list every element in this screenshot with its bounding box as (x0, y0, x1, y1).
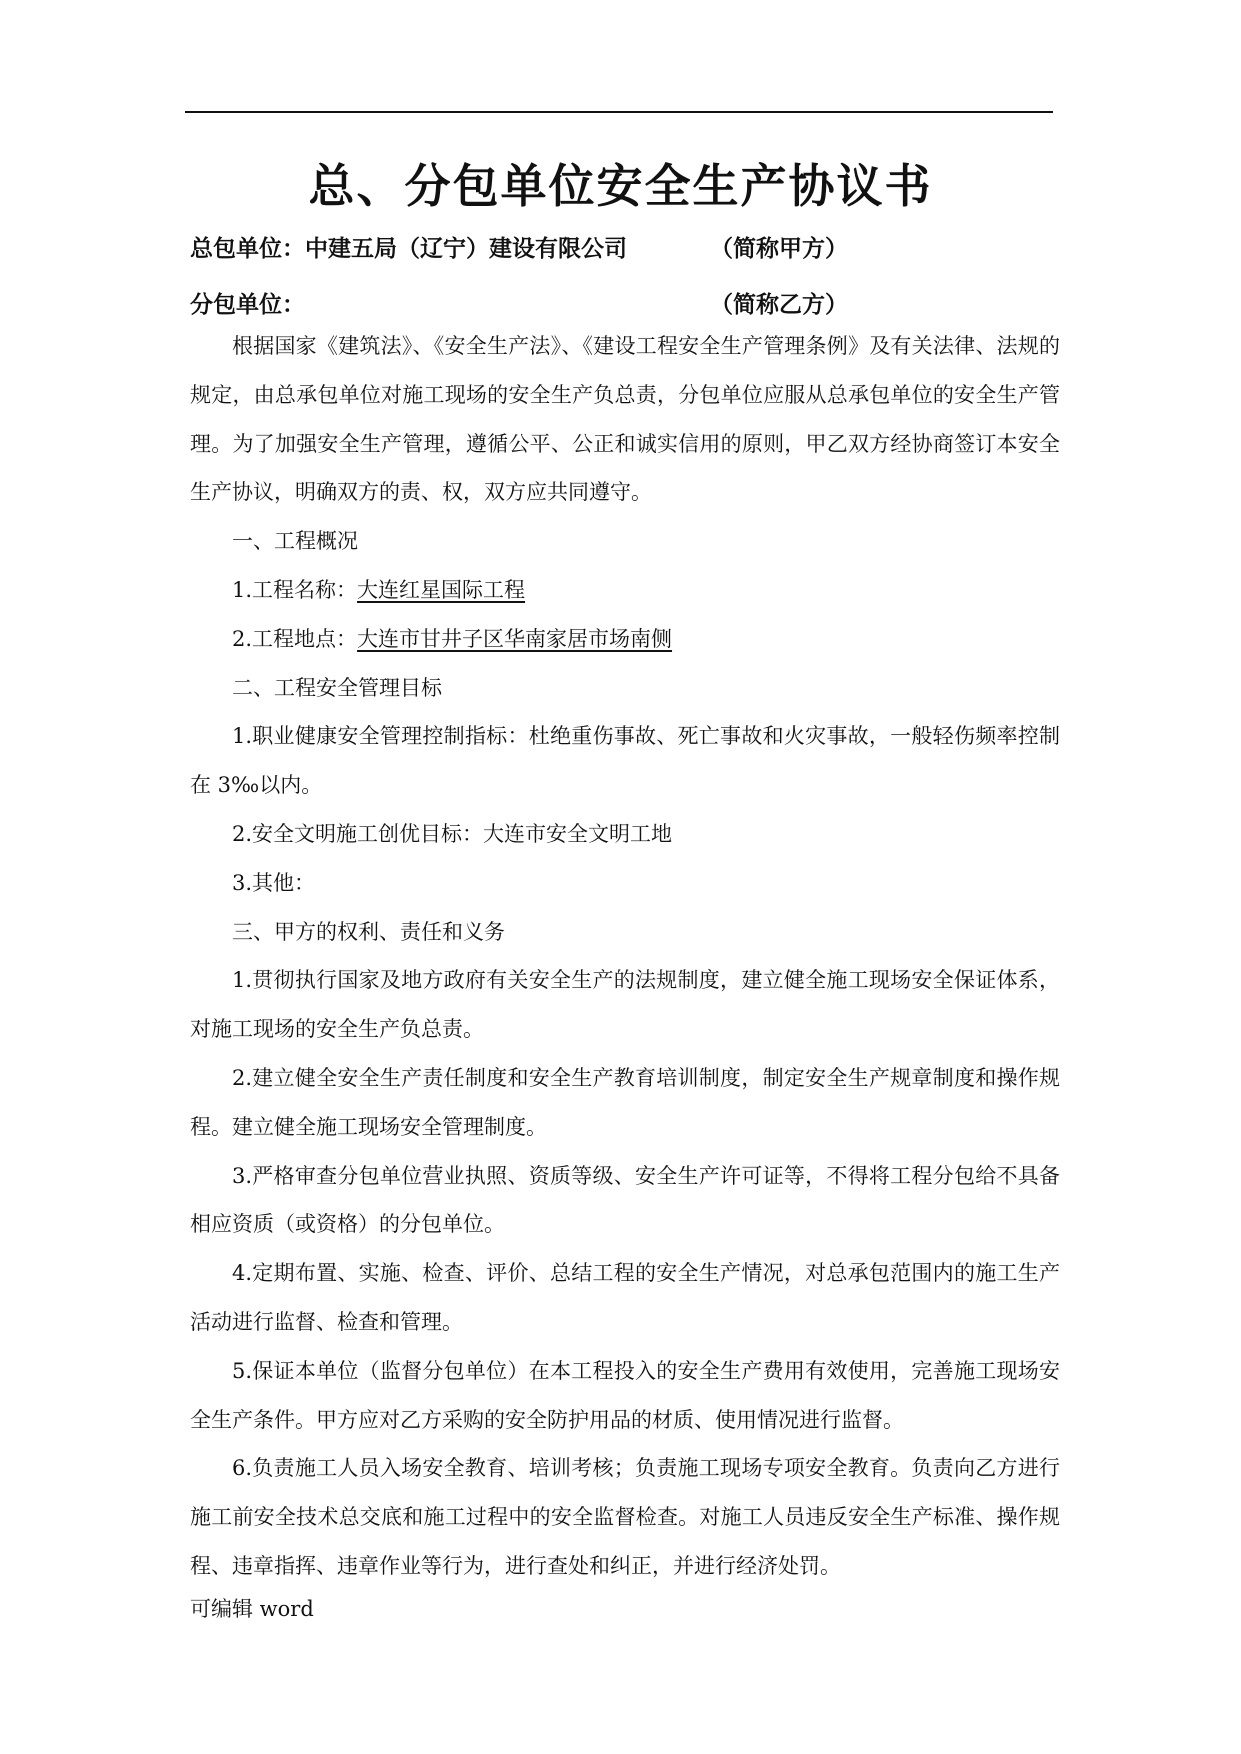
subcontractor-line (190, 286, 848, 319)
party-a-duty-item-5: 5.保证本单位（监督分包单位）在本工程投入的安全生产费用有效使用，完善施工现场安全生产条件。甲方应对乙方采购的安全防护用品的材质、使用情况进行监督。 (190, 1358, 1060, 1432)
section-heading-party-a-duties: 三、甲方的权利、责任和义务 (232, 919, 505, 944)
party-a-abbreviation: （简称甲方） (710, 235, 848, 262)
party-a-duty-item-4: 4.定期布置、实施、检查、评价、总结工程的安全生产情况，对总承包范围内的施工生产活动进行监督、检查和管理。 (190, 1261, 1060, 1334)
intro-paragraph: 根据国家《建筑法》、《安全生产法》、《建设工程安全生产管理条例》及有关法律、法规的规定，由总承包单位对施工现场的安全生产负总责，分包单位应服从总承包单位的安全生产管理。为了加强安全生产管理，遵循公平、公正和诚实信用的原则，甲乙双方经协商签订本安全生产协议，明确双方的责、权，双方应共同遵守。 (190, 334, 1060, 505)
general-contractor-line (190, 230, 848, 263)
party-b-abbreviation: （简称乙方） (710, 291, 848, 318)
general-contractor-label: 总包单位： (190, 235, 305, 262)
project-name-value: 大连红星国际工程 (357, 577, 526, 602)
safety-target-item-3: 3.其他： (232, 870, 316, 895)
project-site-label: 2.工程地点： (232, 626, 358, 651)
section-heading-safety-targets: 二、工程安全管理目标 (232, 675, 442, 700)
header-rule (185, 111, 1053, 113)
footer-note: 可编辑 word (190, 1597, 314, 1621)
safety-target-item-2: 2.安全文明施工创优目标：大连市安全文明工地 (232, 821, 673, 846)
project-name-label: 1.工程名称： (232, 577, 358, 602)
project-name-line (190, 566, 1060, 615)
general-contractor-name: 中建五局（辽宁）建设有限公司 (305, 235, 627, 262)
safety-target-item-1: 1.职业健康安全管理控制指标：杜绝重伤事故、死亡事故和火灾事故，一般轻伤频率控制在 3‰以内。 (190, 724, 1060, 798)
party-a-duty-item-2: 2.建立健全安全生产责任制度和安全生产教育培训制度，制定安全生产规章制度和操作规程。建立健全施工现场安全管理制度。 (190, 1065, 1060, 1139)
project-site-value: 大连市甘井子区华南家居市场南侧 (357, 626, 673, 651)
project-site-line (190, 615, 1060, 664)
party-a-duty-item-6: 6.负责施工人员入场安全教育、培训考核；负责施工现场专项安全教育。负责向乙方进行施工前安全技术总交底和施工过程中的安全监督检查。对施工人员违反安全生产标准、操作规程、违章指挥、违章作业等行为，进行查处和纠正，并进行经济处罚。 (190, 1456, 1060, 1578)
subcontractor-label: 分包单位： (190, 291, 305, 318)
party-a-duty-item-1: 1.贯彻执行国家及地方政府有关安全生产的法规制度，建立健全施工现场安全保证体系，对施工现场的安全生产负总责。 (190, 968, 1060, 1042)
party-a-duty-item-3: 3.严格审查分包单位营业执照、资质等级、安全生产许可证等，不得将工程分包给不具备相应资质（或资格）的分包单位。 (190, 1163, 1060, 1237)
section-heading-project-overview: 一、工程概况 (232, 529, 358, 554)
document-body (190, 322, 1060, 1591)
document-title: 总、分包单位安全生产协议书 (308, 159, 933, 213)
